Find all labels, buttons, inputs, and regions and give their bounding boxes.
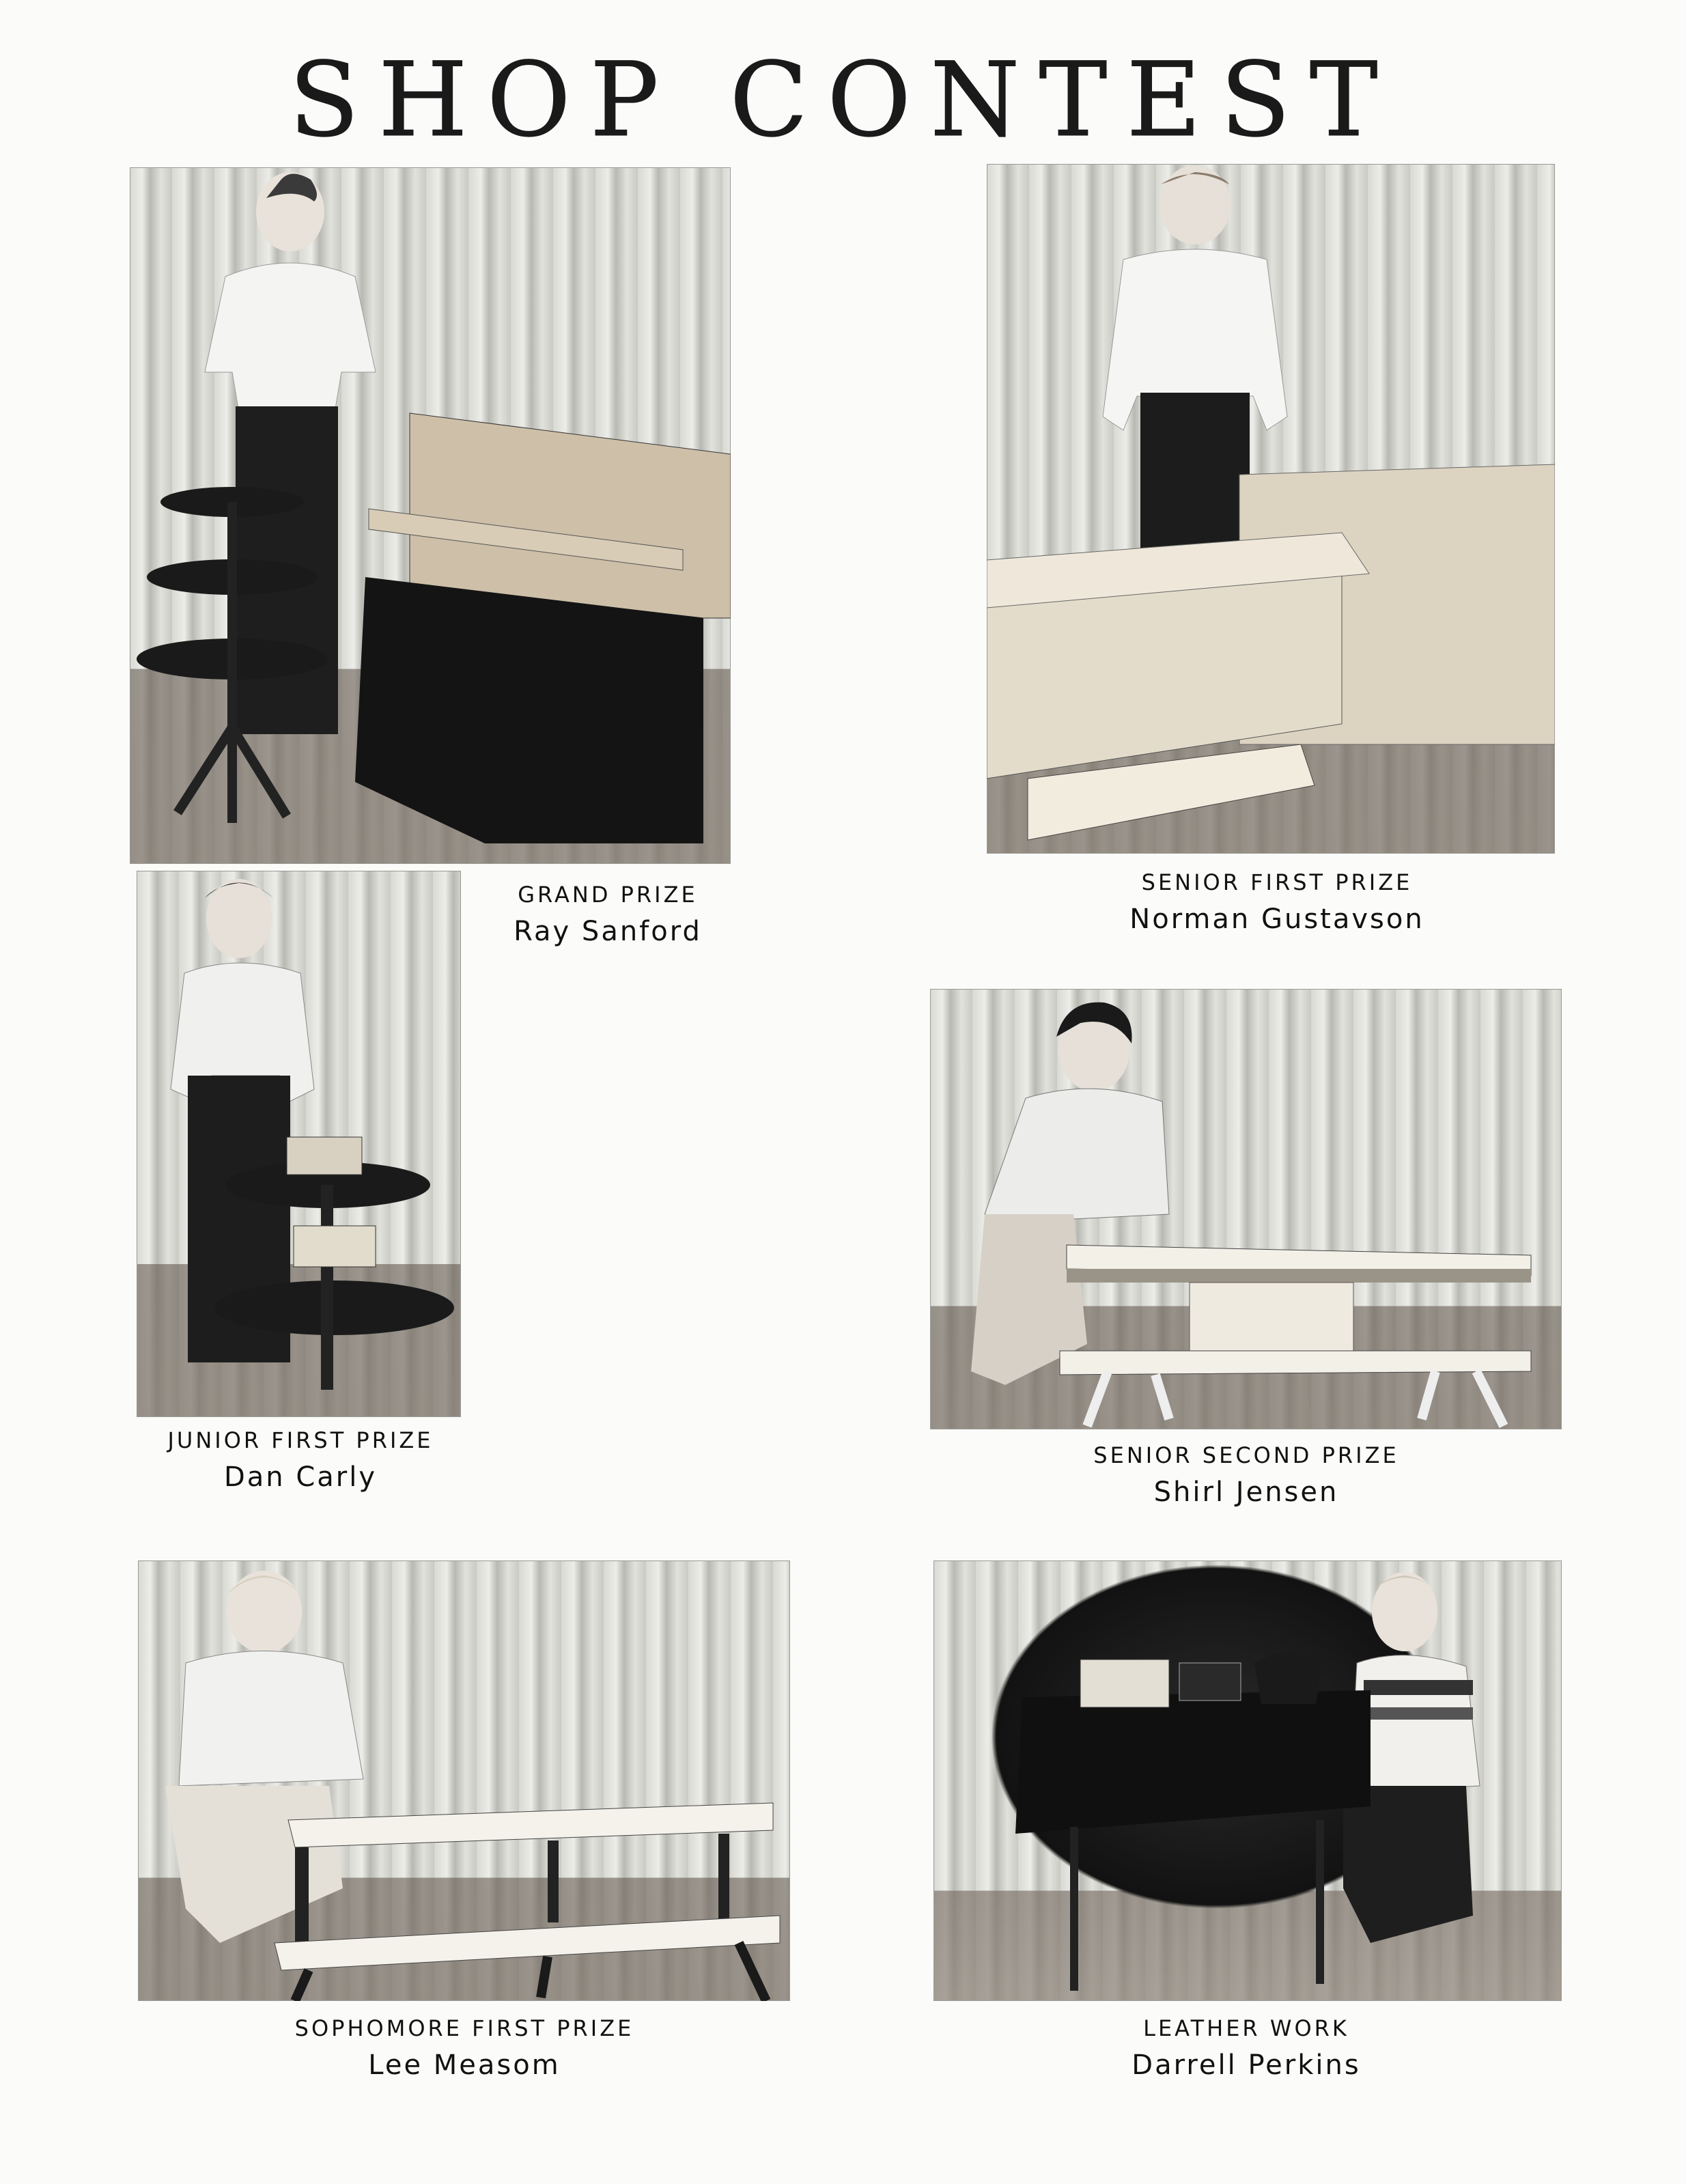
prize-label: SENIOR FIRST PRIZE [1141, 869, 1413, 895]
senior-first-prize-photo [987, 164, 1555, 854]
senior-first-prize-caption [1079, 866, 1475, 940]
prize-label: GRAND PRIZE [518, 882, 698, 908]
sophomore-first-prize-caption [266, 2012, 662, 2086]
winner-name: Shirl Jensen [1153, 1476, 1339, 1508]
leather-work-photo [933, 1560, 1562, 2001]
junior-first-prize-caption [109, 1424, 492, 1498]
junior-first-prize-photo [137, 871, 461, 1417]
prize-label: LEATHER WORK [1143, 2015, 1349, 2041]
grand-prize-caption [437, 878, 778, 952]
grand-prize-photo [130, 167, 731, 864]
senior-second-prize-caption [1045, 1439, 1448, 1513]
senior-second-prize-photo [930, 989, 1562, 1429]
winner-name: Ray Sanford [514, 916, 702, 947]
prize-label: SENIOR SECOND PRIZE [1093, 1442, 1399, 1468]
sophomore-first-prize-photo [138, 1560, 790, 2001]
winner-name: Dan Carly [223, 1461, 378, 1493]
prize-label: SOPHOMORE FIRST PRIZE [294, 2015, 634, 2041]
leather-work-caption [1055, 2012, 1437, 2086]
winner-name: Lee Measom [368, 2049, 561, 2081]
winner-name: Darrell Perkins [1132, 2049, 1361, 2081]
page-title: SHOP CONTEST [289, 41, 1397, 160]
winner-name: Norman Gustavson [1129, 904, 1424, 935]
prize-label: JUNIOR FIRST PRIZE [167, 1427, 434, 1453]
